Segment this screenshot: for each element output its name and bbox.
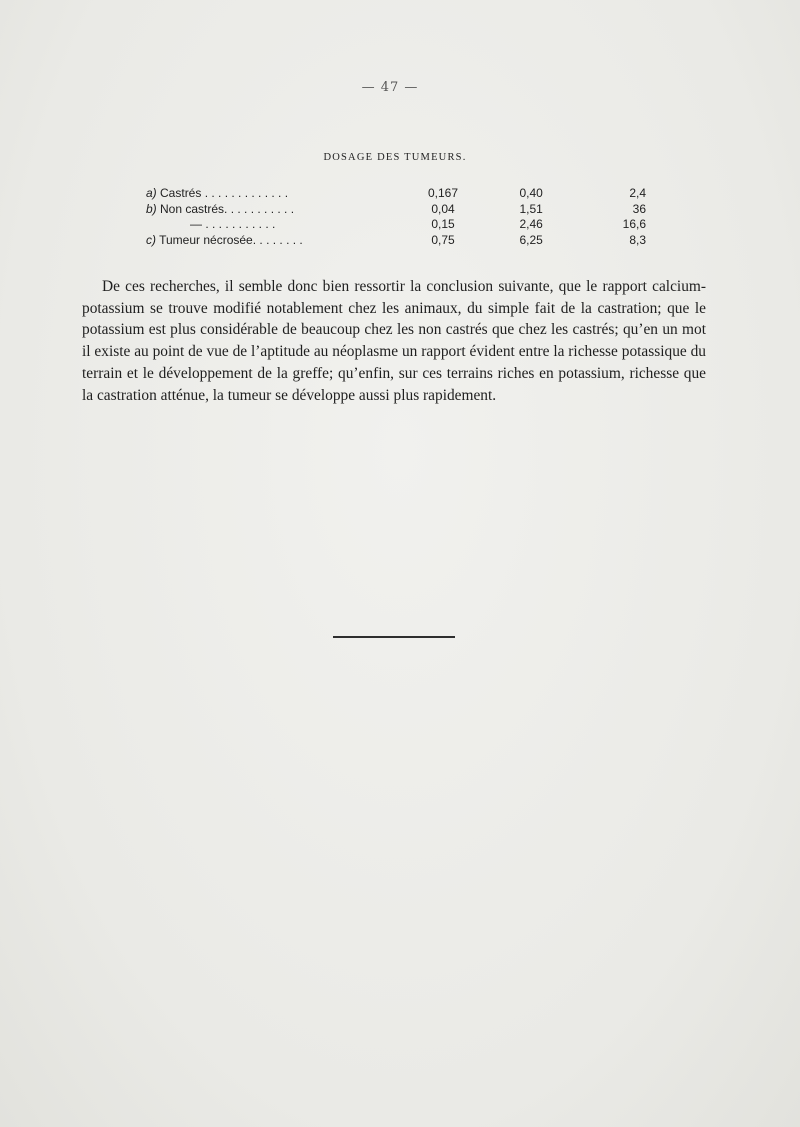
value-col-2: 1,51: [519, 201, 543, 216]
value-col-1: 0,04: [431, 201, 455, 216]
section-title: DOSAGE DES TUMEURS.: [323, 152, 467, 163]
row-label: [146, 217, 405, 233]
table-row: [146, 202, 646, 218]
horizontal-rule: [333, 636, 455, 638]
body-paragraph: De ces recherches, il semble donc bien ressortir la conclusion suivante, que le rapport calcium-potassium se trouve modifié notablement chez les animaux, du simple fait de la castration; que le potassium est plus considérable de beaucoup chez les non castrés que chez les castrés; qu’en un mot il existe au point de vue de l’aptitude au néoplasme un rapport évident entre la richesse potassique du terrain et le développement de la greffe; qu’enfin, sur ces terrains riches en potassium, richesse que la castration atténue, la tumeur se développe aussi plus rapidement.: [82, 278, 706, 404]
value-col-2: 0,40: [519, 186, 543, 200]
page-number: — 47 —: [361, 80, 419, 95]
row-label-text: Tumeur nécrosée: [159, 232, 253, 247]
leader-dots: . . . . . . . . . . .: [202, 217, 276, 231]
dosage-table: [146, 186, 646, 248]
value-col-3: 2,4: [629, 186, 646, 200]
value-col-1: 0,75: [431, 232, 455, 247]
value-col-1: 0,15: [431, 217, 455, 231]
row-label: [146, 202, 405, 218]
leader-dots: . . . . . . . . . . . . .: [201, 186, 289, 200]
row-marker: a): [146, 186, 157, 200]
value-col-2: 2,46: [519, 217, 543, 231]
table-row: [146, 186, 646, 202]
row-label-text: Castrés: [160, 186, 202, 200]
leader-dots: . . . . . . . .: [252, 232, 303, 247]
value-col-2: 6,25: [519, 232, 543, 247]
value-col-1: 0,167: [427, 186, 459, 200]
table-row: [146, 217, 646, 233]
row-label: [146, 233, 405, 249]
row-marker: c): [146, 232, 156, 247]
row-label-text: —: [190, 217, 202, 231]
row-label: [146, 186, 405, 202]
value-col-3: 8,3: [629, 232, 646, 247]
value-col-3: 16,6: [622, 217, 646, 231]
row-label-text: Non castrés: [160, 201, 225, 216]
leader-dots: . . . . . . . . . . .: [224, 201, 295, 216]
table-row: [146, 233, 646, 249]
row-marker: b): [146, 201, 157, 216]
value-col-3: 36: [632, 201, 646, 216]
